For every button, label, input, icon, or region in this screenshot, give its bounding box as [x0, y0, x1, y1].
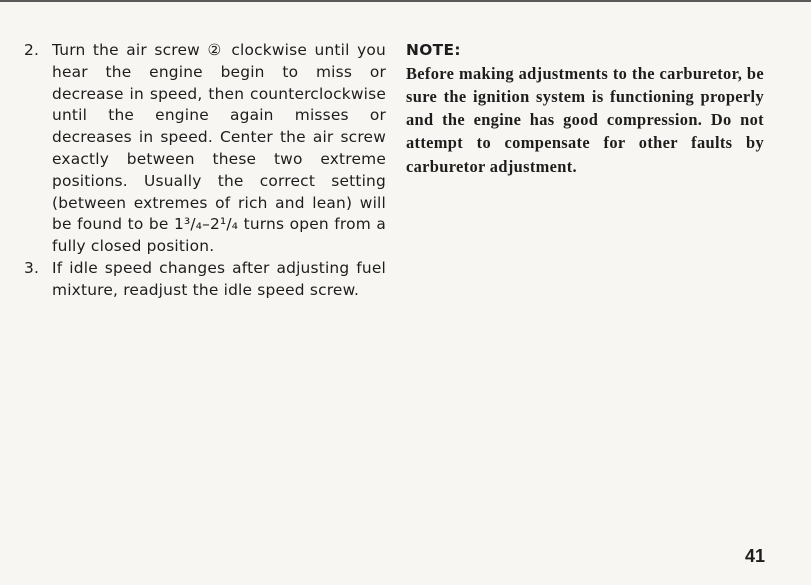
step-number: 2.	[24, 41, 40, 59]
note-heading: NOTE:	[406, 41, 461, 59]
page-number: 41	[745, 546, 766, 566]
instruction-steps	[24, 40, 386, 302]
note-block	[406, 40, 764, 178]
step-text: Turn the air screw ② clockwise until you hear the engine begin to miss or decrease in speed, then counterclockwise until the engine again misses or decreases in speed. Center the air screw exactly between these two extreme positions. Usually the correct setting (between extremes of rich and lean) will be found to be 1³/₄–2¹/₄ turns open from a fully closed position.	[52, 41, 386, 256]
top-rule	[0, 0, 811, 2]
step-number: 3.	[24, 258, 40, 277]
step-item	[24, 258, 386, 302]
step-item	[24, 40, 386, 258]
step-text: If idle speed changes after adjusting fuel mixture, readjust the idle speed screw.	[52, 258, 386, 299]
note-body: Before making adjustments to the carburetor, be sure the ignition system is functioning properly and the engine has good compression. Do not attempt to compensate for other faults by carburetor adjustment.	[406, 63, 764, 176]
